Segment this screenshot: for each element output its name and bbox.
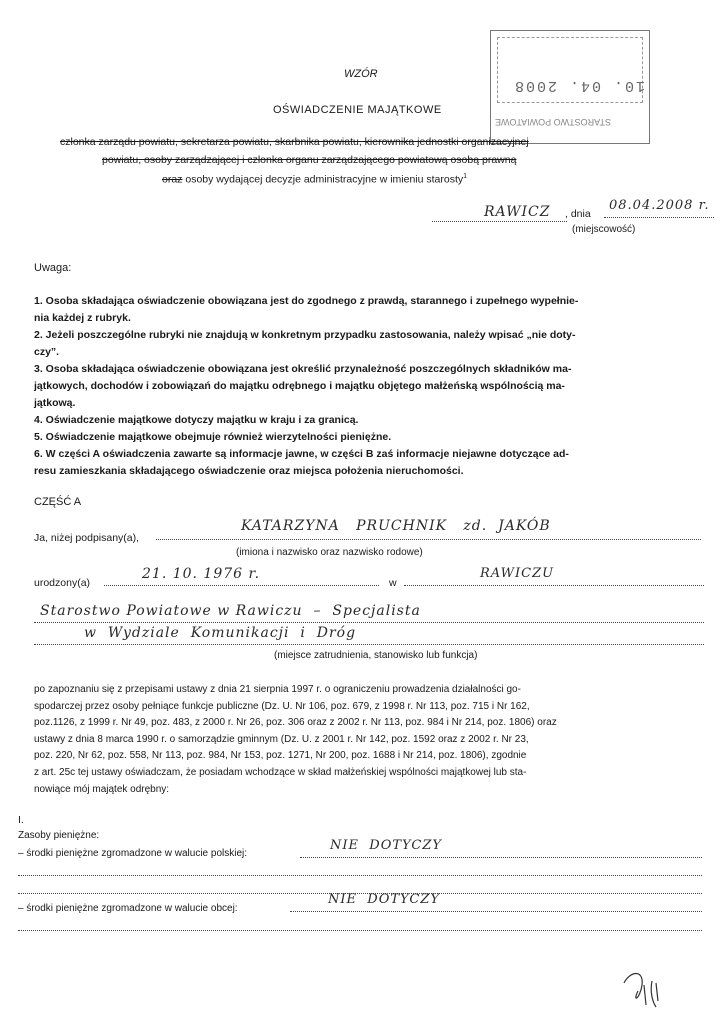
header-line-3-text: osoby wydającej decyzje administracyjne w imieniu starosty: [185, 173, 464, 186]
uwaga-label: Uwaga:: [34, 262, 72, 274]
received-stamp: [490, 30, 650, 144]
legal-line: z art. 25c tej ustawy oświadczam, że posiadam wchodzące w skład małżeńskiej wspólności majątkowej lub sta-: [34, 766, 527, 778]
pln-extra-line-1: [18, 875, 702, 876]
uwaga-line: 5. Oświadczenie majątkowe obejmuje również wierzytelności pieniężne.: [34, 431, 392, 443]
footnote-mark: 1: [463, 173, 468, 180]
foreign-value: NIE DOTYCZY: [328, 892, 440, 907]
employment-dots-2: [34, 644, 704, 645]
legal-line: nowiące mój majątek odrębny:: [34, 783, 170, 795]
uwaga-line: 3. Osoba składająca oświadczenie obowiązana jest określić przynależność poszczególnych składników ma-: [34, 363, 572, 375]
uwaga-line: 4. Oświadczenie majątkowe dotyczy majątku w kraju i za granicą.: [34, 414, 359, 426]
uwaga-line: 1. Osoba składająca oświadczenie obowiązana jest do zgodnego z prawdą, starannego i zupełnego wypełnie-: [34, 295, 579, 307]
zasoby-label: Zasoby pieniężne:: [18, 830, 100, 841]
legal-line: ustawy z dnia 8 marca 1990 r. o samorządzie gminnym (Dz. U. z 2001 r. Nr 142, poz. 1592 oraz z 2002 r. Nr 23,: [34, 733, 529, 745]
employment-line-2: [34, 625, 704, 647]
birth-place-dots: [404, 585, 704, 586]
header-line-3-oraz: oraz: [162, 173, 183, 186]
header-line-2-text: powiatu, osoby zarządzającej i członka organu zarządzającego powiatową osobą prawną: [102, 154, 517, 166]
legal-line: poz.1126, z 1999 r. Nr 49, poz. 483, z 2000 r. Nr 26, poz. 306 oraz z 2002 r. Nr 113, poz. 984 i Nr 214, poz. 1806) oraz: [34, 717, 557, 729]
employment-value-2: w Wydziale Komunikacji i Dróg: [84, 625, 357, 641]
birth-place-value: RAWICZU: [480, 566, 555, 581]
place-value: RAWICZ: [484, 204, 551, 220]
pln-field: [300, 838, 702, 860]
date-dots: [604, 217, 714, 218]
uwaga-line: jątkowych, dochodów i zobowiązań do majątku odrębnego i majątku objętego małżeńską wspólnością ma-: [34, 380, 565, 392]
uwaga-line: nia każdej z rubryk.: [34, 312, 131, 324]
date-field: [604, 198, 714, 222]
uwaga-line: 6. W części A oświadczenia zawarte są informacje jawne, w części B zaś informacje niejawne dotyczące ad-: [34, 448, 569, 460]
uwaga-line: czy”.: [34, 346, 60, 358]
birth-date-field: [104, 566, 379, 588]
birth-place-field: [404, 566, 704, 588]
stamp-date: 10. 04. 2008: [513, 77, 646, 94]
pln-label: – środki pieniężne zgromadzone w walucie polskiej:: [18, 848, 248, 859]
date-value: 08.04.2008 r.: [609, 198, 710, 213]
legal-line: po zapoznaniu się z przepisami ustawy z dnia 21 sierpnia 1997 r. o ograniczeniu prowadzenia działalności go-: [34, 684, 521, 695]
employment-value-1: Starostwo Powiatowe w Rawiczu – Specjalista: [40, 603, 421, 619]
birth-date-dots: [104, 585, 379, 586]
employment-line-1: [34, 603, 704, 625]
uwaga-line: 2. Jeżeli poszczególne rubryki nie znajdują w konkretnym przypadku zastosowania, należy wpisać „nie doty-: [34, 329, 576, 341]
section-i-label: I.: [18, 814, 24, 826]
name-dots: [156, 539, 701, 540]
birth-date-value: 21. 10. 1976 r.: [142, 566, 261, 582]
employment-dots-1: [34, 622, 704, 623]
urodzony-label: urodzony(a): [34, 577, 91, 589]
place-field: [432, 204, 567, 226]
name-field: [156, 518, 701, 542]
place-dots: [432, 221, 567, 222]
foreign-dots: [290, 911, 702, 912]
name-caption: (imiona i nazwisko oraz nazwisko rodowe): [236, 547, 423, 558]
uwaga-line: resu zamieszkania składającego oświadczenie oraz miejsca położenia nieruchomości.: [34, 465, 464, 477]
foreign-label: – środki pieniężne zgromadzone w walucie obcej:: [18, 903, 238, 914]
wzor-label: WZÓR: [344, 68, 378, 80]
header-line-1: członka zarządu powiatu, sekretarza powiatu, skarbnika powiatu, kierownika jednostki organizacyjnej: [60, 136, 529, 148]
w-label: w: [389, 577, 397, 589]
dnia-label: , dnia: [565, 208, 591, 220]
stamp-text: STAROSTWO POWIATOWE: [495, 117, 611, 127]
legal-line: spodarczej przez osoby pełniące funkcje publiczne (Dz. U. Nr 106, poz. 679, z 1998 r. Nr 113, poz. 715 i Nr 162,: [34, 700, 530, 712]
czesc-a-label: CZĘŚĆ A: [34, 496, 82, 508]
legal-text: [34, 682, 704, 798]
ja-label: Ja, niżej podpisany(a),: [34, 532, 140, 544]
uwaga-line: jątkową.: [34, 397, 76, 409]
foreign-extra-line-1: [18, 930, 702, 931]
foreign-field: [290, 892, 702, 914]
place-caption: (miejscowość): [572, 224, 636, 235]
pln-value: NIE DOTYCZY: [330, 838, 442, 853]
pln-dots: [300, 857, 702, 858]
initials-signature: [622, 965, 672, 1010]
employment-caption: (miejsce zatrudnienia, stanowisko lub funkcja): [274, 650, 478, 661]
name-value: KATARZYNA PRUCHNIK zd. JAKÓB: [241, 518, 551, 534]
header-line-2: [102, 154, 516, 166]
uwaga-list: [34, 293, 699, 480]
header-line-3: [162, 173, 467, 186]
legal-line: poz. 220, Nr 62, poz. 558, Nr 113, poz. 984, Nr 153, poz. 1271, Nr 200, poz. 1688 i Nr 214, poz. 1806), zgodnie: [34, 750, 527, 762]
document-title: OŚWIADCZENIE MAJĄTKOWE: [273, 104, 442, 116]
